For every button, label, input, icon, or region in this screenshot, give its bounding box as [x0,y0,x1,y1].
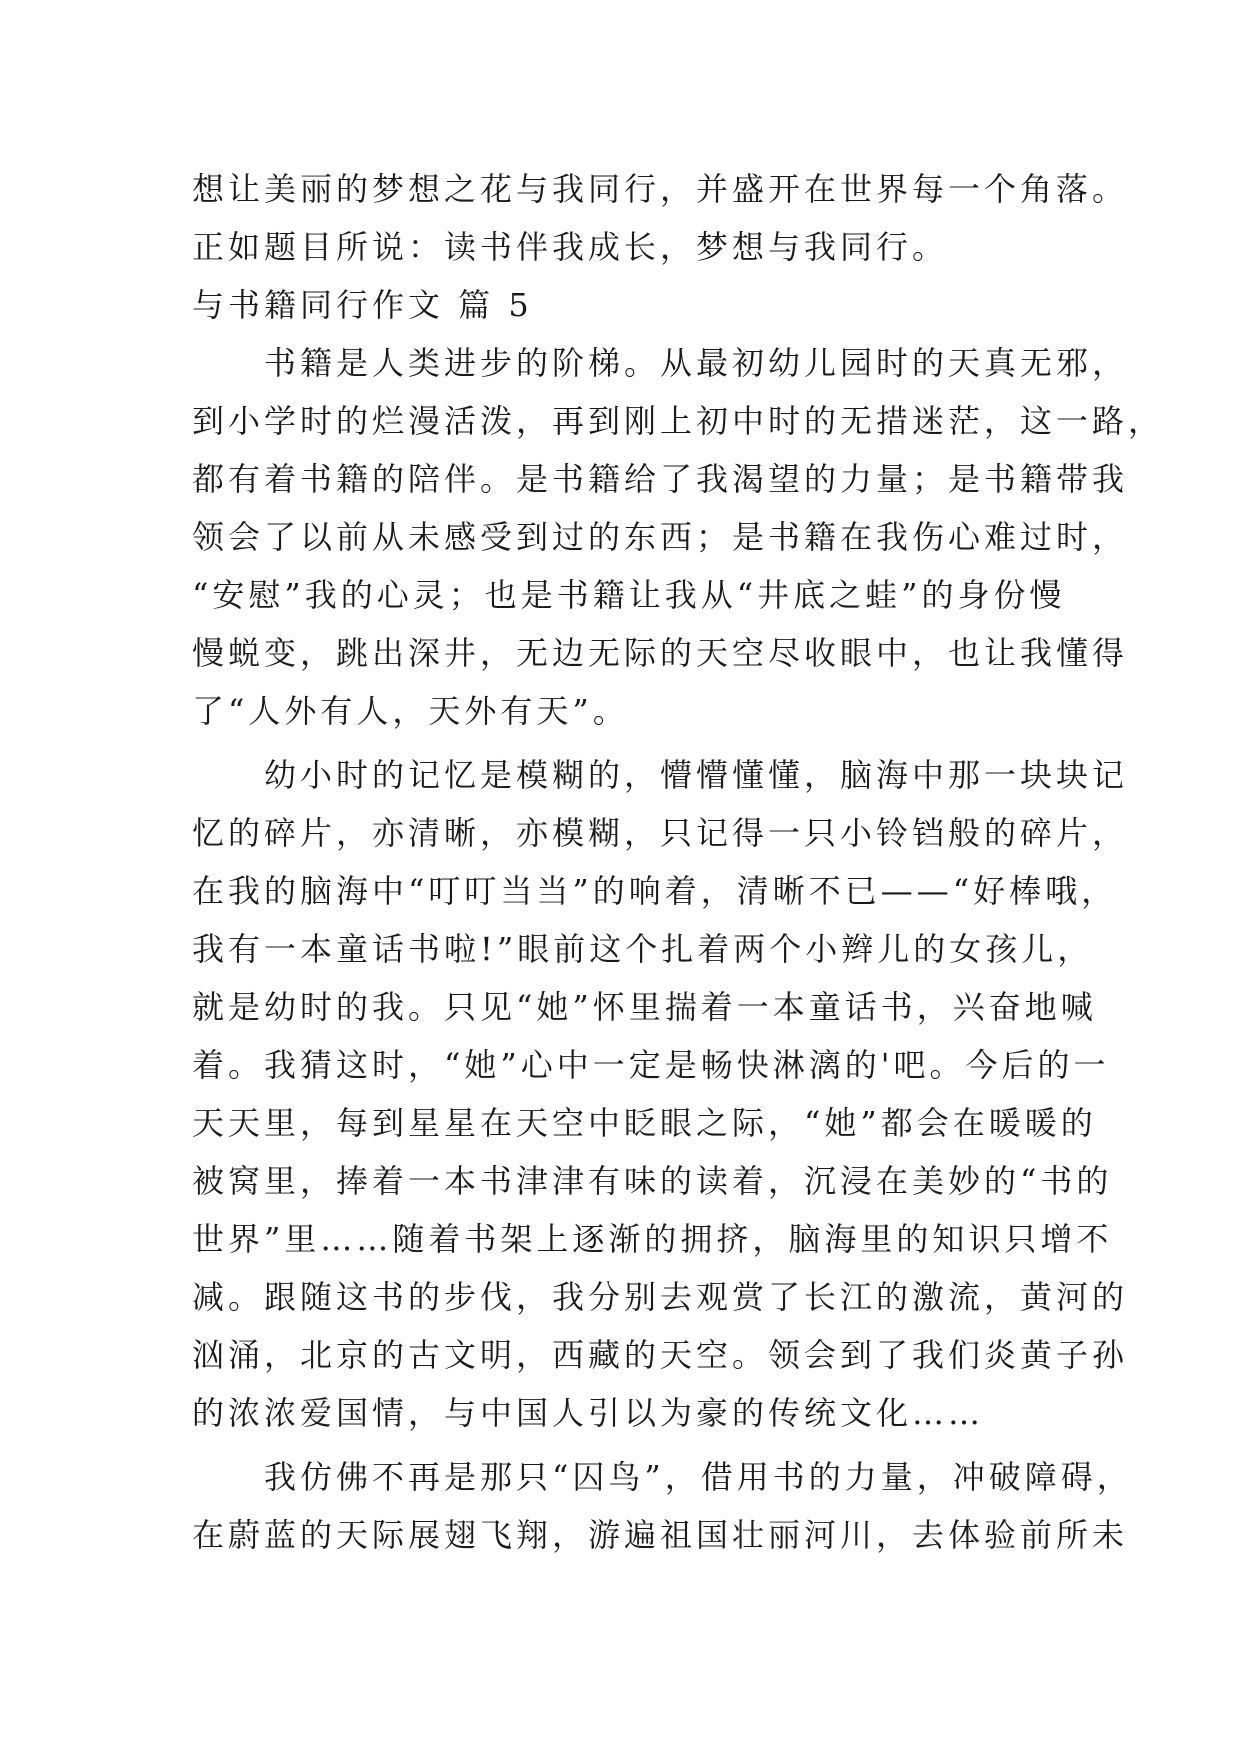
paragraph-1 [192,334,1165,740]
paragraph-line: 慢蜕变，跳出深井，无边无际的天空尽收眼中，也让我懂得 [192,634,1129,672]
paragraph-2 [192,746,1129,1442]
paragraph-line: 我仿佛不再是那只“囚鸟”，借用书的力量，冲破障碍， [264,1458,1133,1496]
paragraph-line: 世界”里……随着书架上逐渐的拥挤，脑海里的知识只增不 [192,1220,1113,1258]
paragraph-line: 在我的脑海中“叮叮当当”的响着，清晰不已——“好棒哦， [192,872,1118,910]
paragraph-line: 的浓浓爱国情，与中国人引以为豪的传统文化…… [192,1394,985,1432]
section-heading: 与书籍同行作文 篇 5 [192,286,533,324]
paragraph-line: 汹涌，北京的古文明，西藏的天空。领会到了我们炎黄子孙 [192,1336,1129,1374]
paragraph-line: 被窝里，捧着一本书津津有味的读着，沉浸在美妙的“书的 [192,1162,1113,1200]
paragraph-line: 天天里，每到星星在天空中眨眼之际，“她”都会在暖暖的 [192,1104,1097,1142]
intro-line: 想让美丽的梦想之花与我同行，并盛开在世界每一个角落。 [192,170,1129,208]
essay-text [192,160,1165,1564]
paragraph-line: 着。我猜这时，“她”心中一定是畅快淋漓的'吧。今后的一 [192,1046,1110,1084]
intro-line: 正如题目所说：读书伴我成长，梦想与我同行。 [192,228,949,266]
paragraph-line: 减。跟随这书的步伐，我分别去观赏了长江的激流，黄河的 [192,1278,1129,1316]
paragraph-line: 忆的碎片，亦清晰，亦模糊，只记得一只小铃铛般的碎片， [192,814,1129,852]
paragraph-line: 领会了以前从未感受到过的东西；是书籍在我伤心难过时， [192,518,1129,556]
paragraph-line: 都有着书籍的陪伴。是书籍给了我渴望的力量；是书籍带我 [192,460,1129,498]
paragraph-line: 到小学时的烂漫活泼，再到刚上初中时的无措迷茫，这一路， [192,402,1165,440]
paragraph-line: “安慰”我的心灵；也是书籍让我从“井底之蛙”的身份慢 [192,576,1066,614]
paragraph-line: 幼小时的记忆是模糊的，懵懵懂懂，脑海中那一块块记 [264,756,1129,794]
paragraph-line: 了“人外有人，天外有天”。 [192,692,629,730]
paragraph-line: 就是幼时的我。只见“她”怀里揣着一本童话书，兴奋地喊 [192,988,1097,1026]
paragraph-line: 我有一本童话书啦!”眼前这个扎着两个小辫儿的女孩儿， [192,930,1094,968]
paragraph-line: 书籍是人类进步的阶梯。从最初幼儿园时的天真无邪， [264,344,1129,382]
paragraph-line: 在蔚蓝的天际展翅飞翔，游遍祖国壮丽河川，去体验前所未 [192,1516,1129,1554]
paragraph-3 [192,1448,1133,1564]
